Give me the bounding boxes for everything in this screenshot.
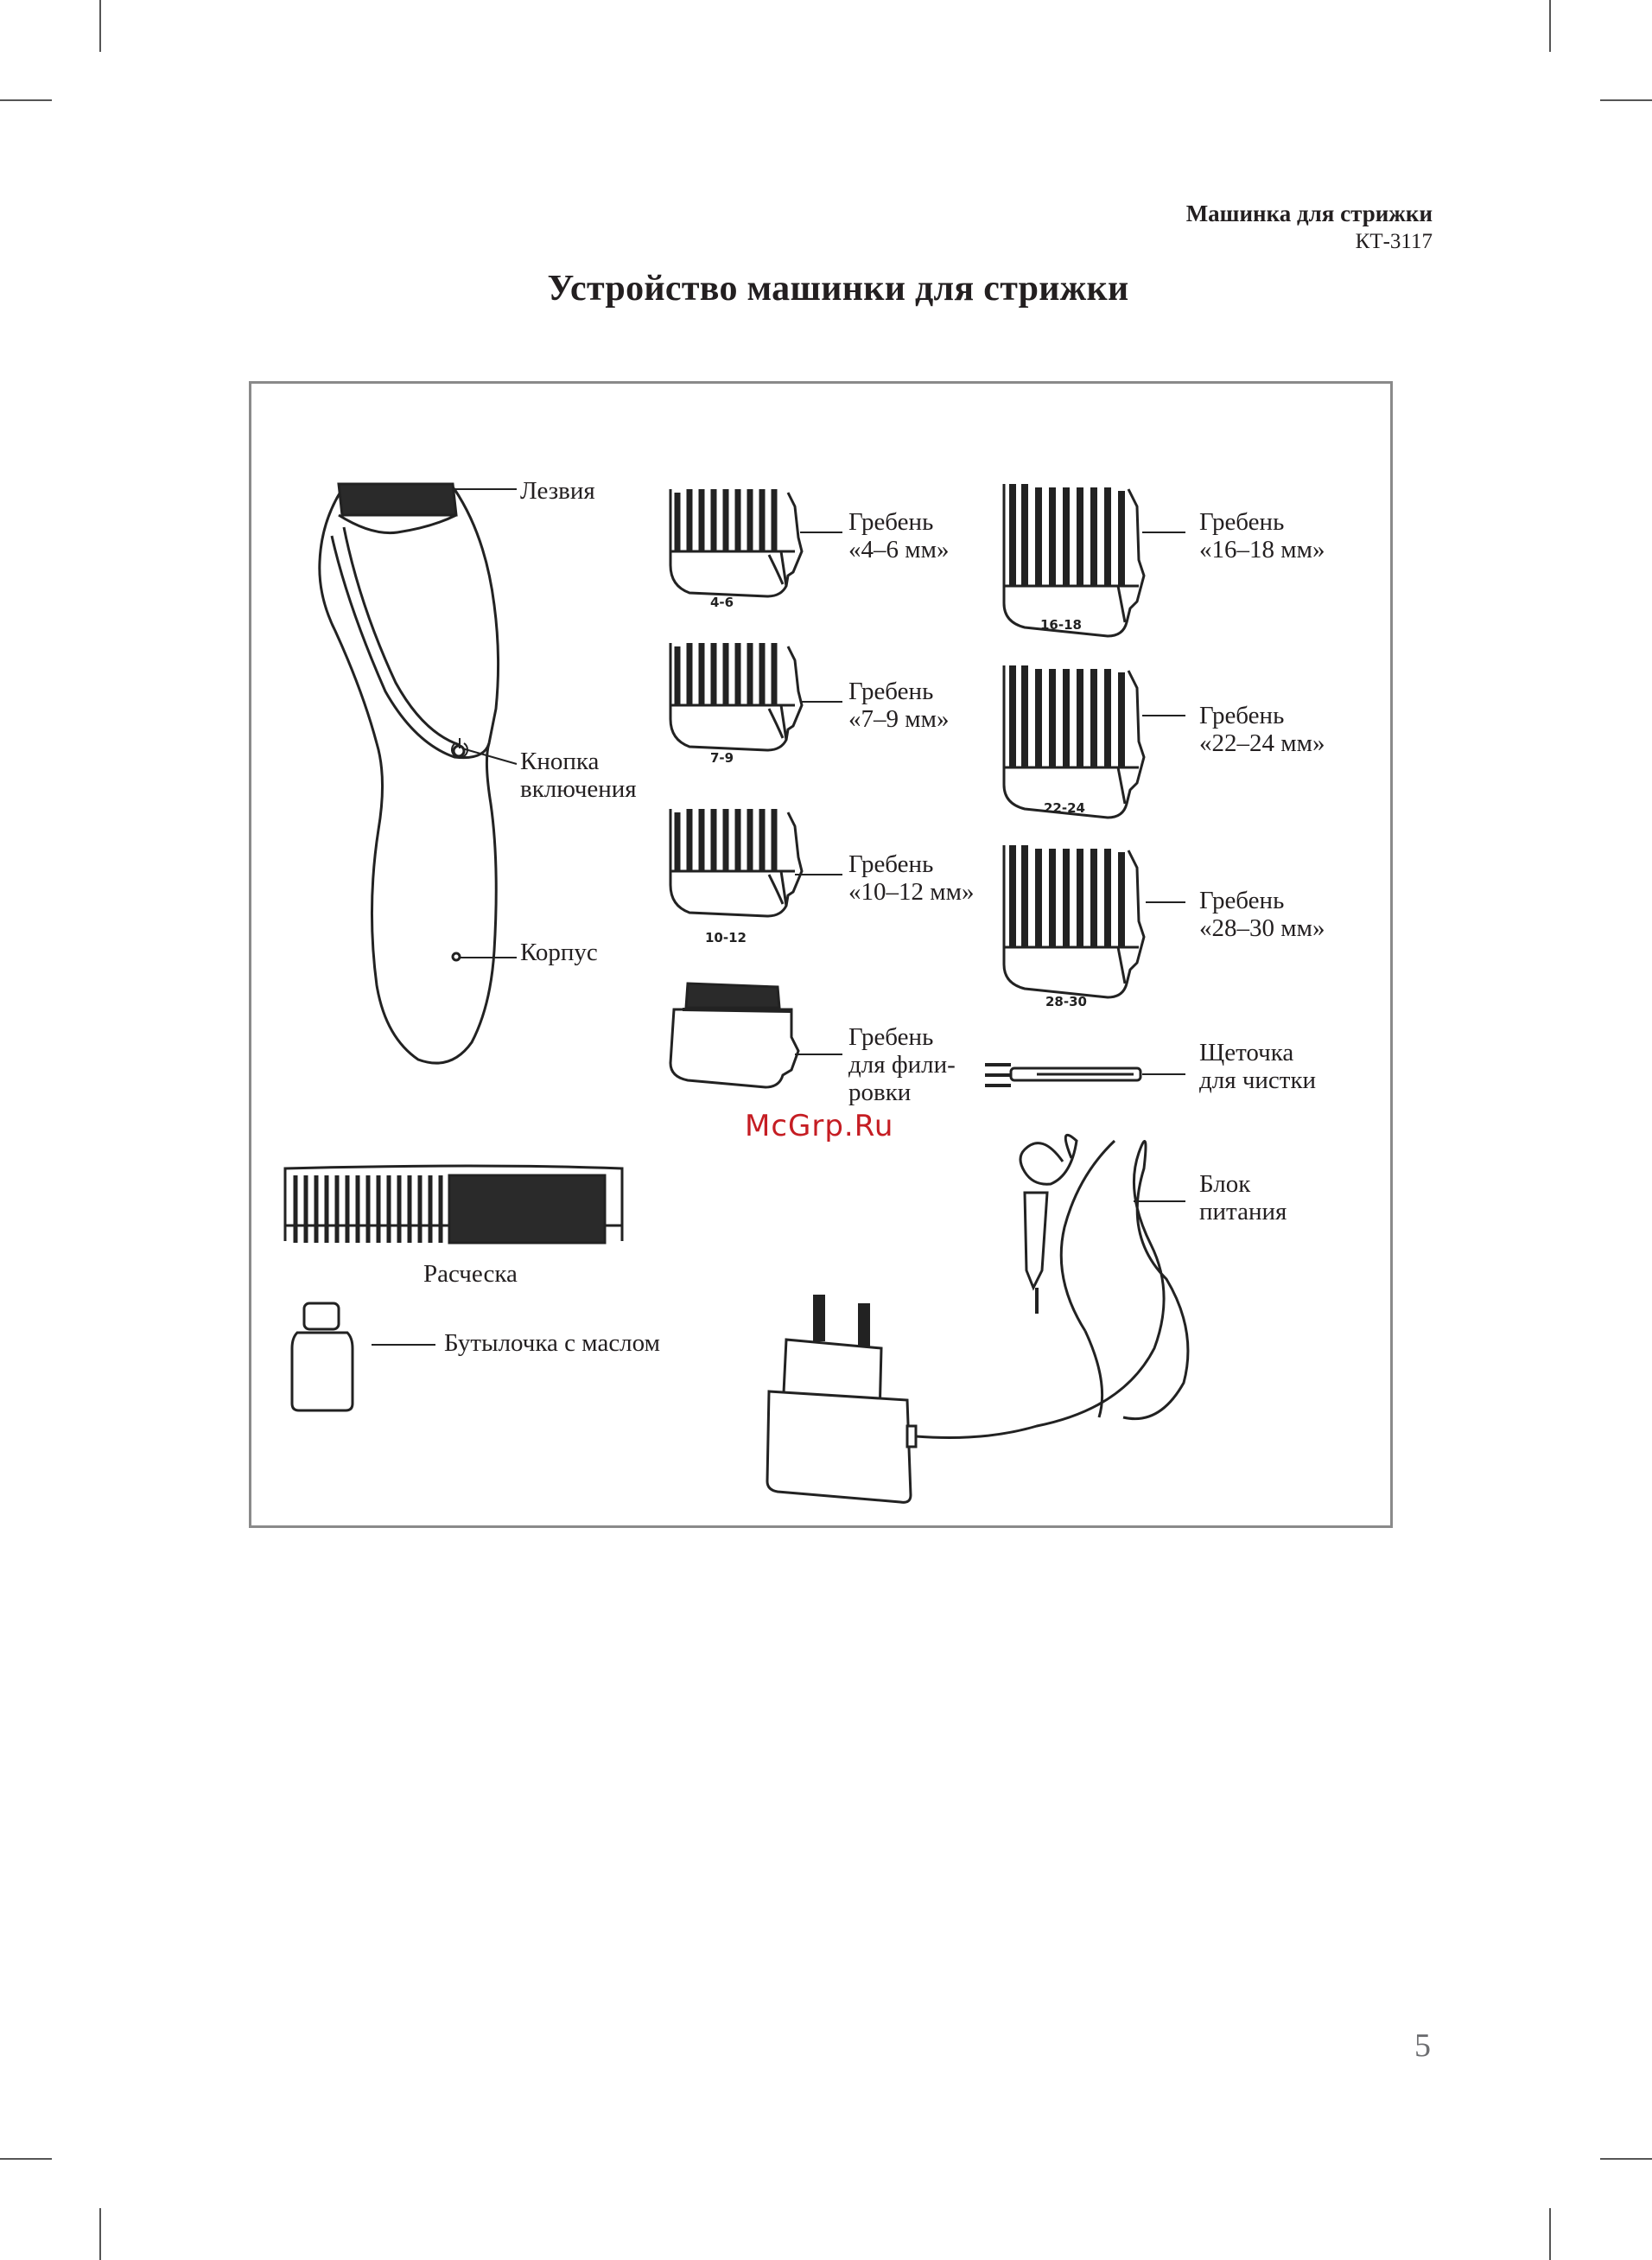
- comb-attachment-thinning: [670, 984, 798, 1087]
- label-comb-4-6: Гребень «4–6 мм»: [848, 508, 950, 563]
- label-comb-16-18: Гребень «16–18 мм»: [1199, 508, 1325, 563]
- comb-mark-4-6: 4-6: [710, 595, 734, 610]
- comb-mark-16-18: 16-18: [1040, 617, 1082, 633]
- comb-attachment-4-6: [670, 489, 802, 596]
- header-product: Машинка для стрижки: [1185, 201, 1433, 226]
- label-body: Корпус: [520, 939, 598, 966]
- comb-mark-28-30: 28-30: [1045, 994, 1087, 1009]
- comb-attachment-16-18: [1004, 484, 1144, 636]
- cleaning-brush: [985, 1065, 1185, 1085]
- label-comb-7-9: Гребень «7–9 мм»: [848, 678, 950, 733]
- comb-mark-22-24: 22-24: [1044, 800, 1085, 816]
- label-comb-10-12: Гребень «10–12 мм»: [848, 850, 975, 906]
- comb-mark-10-12: 10-12: [705, 930, 747, 945]
- label-power-adapter: Блок питания: [1199, 1170, 1287, 1225]
- label-cleaning-brush: Щеточка для чистки: [1199, 1039, 1317, 1094]
- comb-attachment-10-12: [670, 809, 802, 916]
- comb-mark-7-9: 7-9: [710, 750, 734, 766]
- page-title: Устройство машинки для стрижки: [547, 269, 1129, 309]
- power-adapter: [767, 1135, 1188, 1502]
- header-model: КТ-3117: [1355, 230, 1433, 253]
- clipper-illustration: [320, 484, 517, 1063]
- label-comb-28-30: Гребень «28–30 мм»: [1199, 887, 1325, 942]
- label-comb-thinning: Гребень для фили- ровки: [848, 1023, 956, 1106]
- page-number: 5: [1414, 2028, 1431, 2064]
- label-oil-bottle: Бутылочка с маслом: [444, 1329, 660, 1357]
- label-comb-22-24: Гребень «22–24 мм»: [1199, 702, 1325, 757]
- comb-attachment-28-30: [1004, 845, 1144, 997]
- label-power-button: Кнопка включения: [520, 748, 637, 803]
- comb-attachment-7-9: [670, 643, 802, 750]
- hair-comb: [285, 1166, 622, 1243]
- label-hair-comb: Расческа: [423, 1260, 518, 1288]
- watermark: McGrp.Ru: [745, 1109, 894, 1143]
- label-blades: Лезвия: [520, 477, 595, 505]
- comb-attachment-22-24: [1004, 665, 1144, 818]
- oil-bottle: [292, 1303, 435, 1410]
